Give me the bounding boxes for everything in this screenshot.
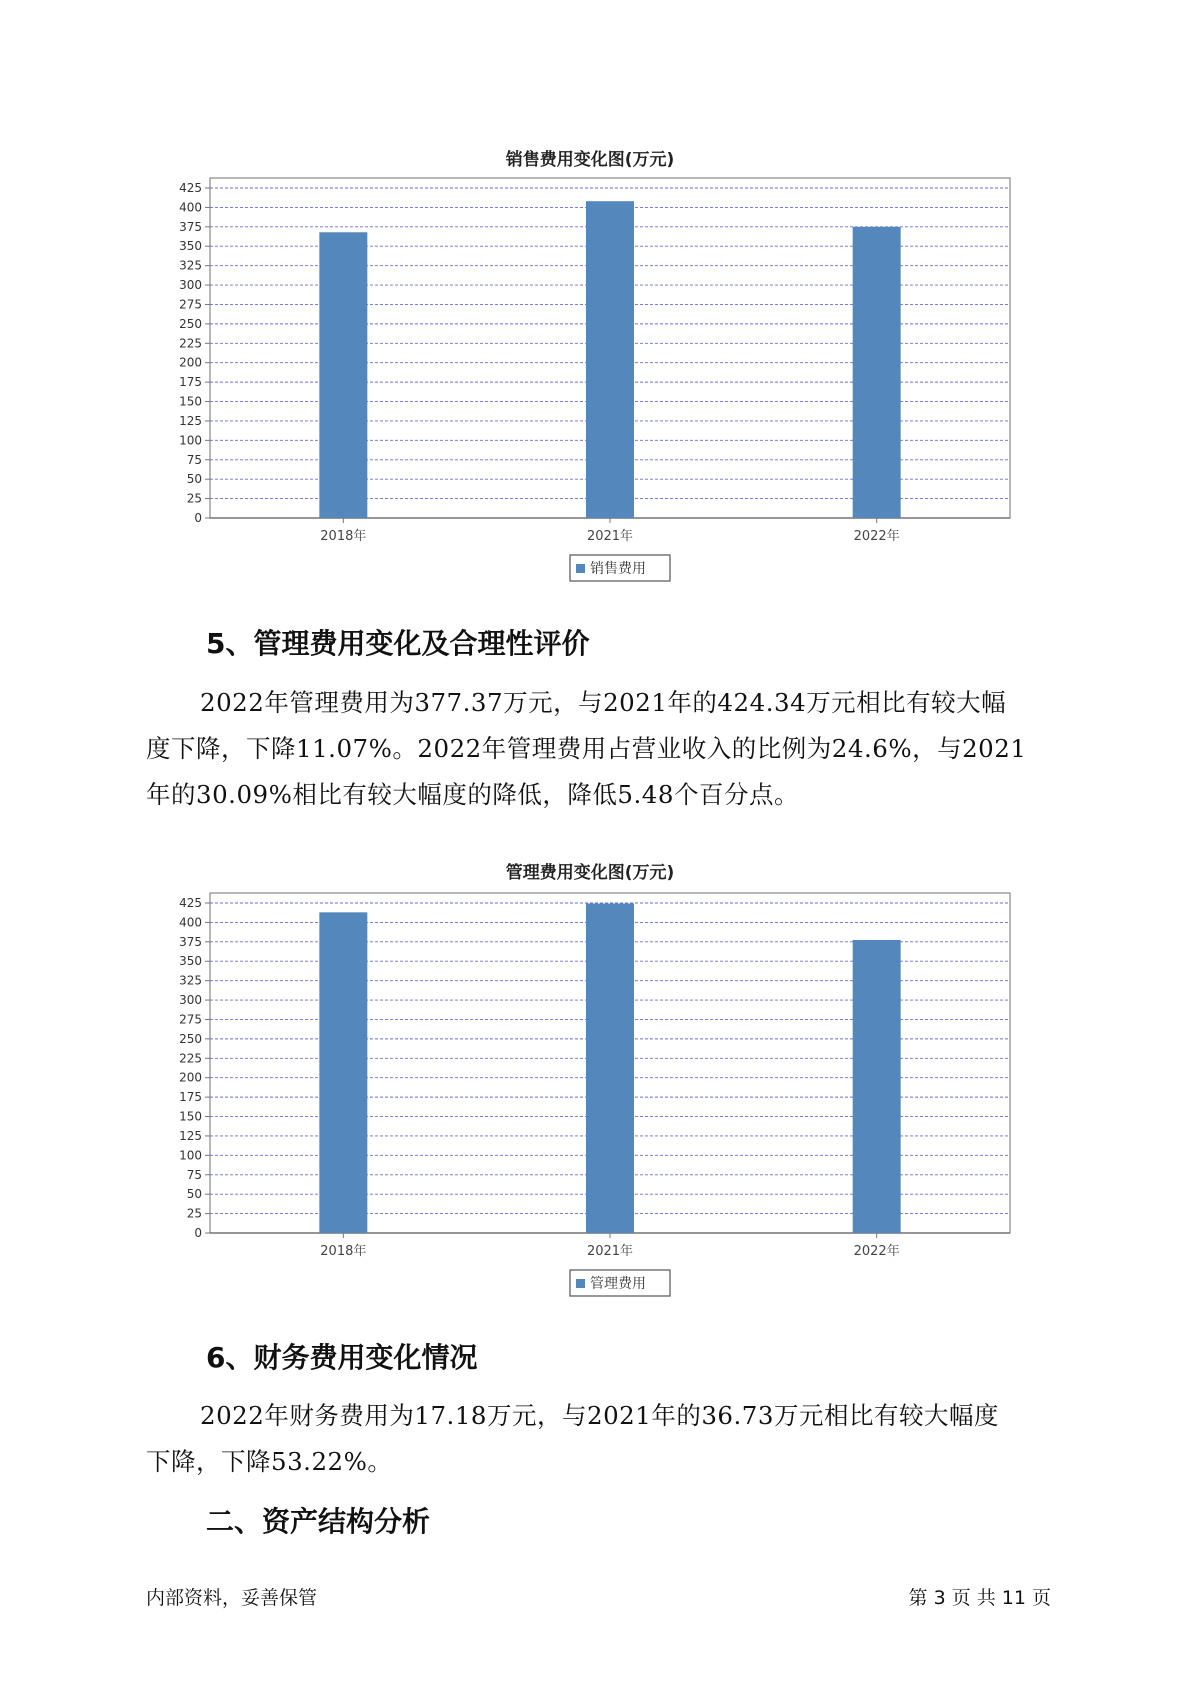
footer-page-number: 第 3 页 共 11 页 — [908, 1587, 1051, 1609]
x-tick-label: 2021年 — [586, 529, 634, 544]
paragraph-line: 2022年财务费用为17.18万元，与2021年的36.73万元相比有较大幅度 — [200, 1401, 999, 1430]
admin-expense-chart-svg — [150, 893, 1030, 1303]
y-tick-label: 300 — [179, 278, 202, 293]
y-tick-label: 150 — [179, 394, 202, 409]
y-tick-label: 50 — [186, 472, 202, 487]
paragraph-line: 下降，下降53.22%。 — [146, 1447, 393, 1476]
x-tick-label: 2018年 — [320, 1244, 367, 1259]
legend-label: 管理费用 — [590, 1276, 646, 1292]
y-tick-label: 75 — [186, 452, 202, 467]
y-tick-label: 325 — [179, 258, 202, 273]
y-tick-label: 125 — [179, 413, 202, 428]
y-tick-label: 250 — [179, 1031, 202, 1046]
admin-expense-chart — [150, 853, 1030, 1303]
bar — [319, 232, 367, 518]
chart-title: 管理费用变化图(万元) — [505, 863, 675, 883]
y-tick-label: 275 — [179, 297, 202, 312]
y-tick-label: 100 — [179, 1148, 202, 1163]
y-tick-label: 50 — [186, 1187, 202, 1202]
footer-confidential-note: 内部资料，妥善保管 — [146, 1587, 318, 1609]
y-tick-label: 200 — [179, 355, 202, 370]
y-tick-label: 350 — [179, 954, 202, 969]
y-tick-label: 375 — [179, 934, 202, 949]
y-tick-label: 25 — [186, 491, 202, 506]
y-tick-label: 150 — [179, 1109, 202, 1124]
paragraph-line: 度下降，下降11.07%。2022年管理费用占营业收入的比例为24.6%，与2021 — [146, 734, 1027, 763]
paragraph-line: 2022年管理费用为377.37万元，与2021年的424.34万元相比有较大幅 — [200, 688, 1007, 717]
bar — [853, 227, 901, 518]
x-tick-label: 2021年 — [586, 1244, 634, 1259]
y-tick-label: 0 — [194, 1226, 202, 1240]
y-tick-label: 300 — [179, 993, 202, 1008]
y-tick-label: 175 — [179, 1090, 202, 1105]
bar — [319, 912, 367, 1233]
y-tick-label: 175 — [179, 375, 202, 390]
y-tick-label: 225 — [179, 1051, 202, 1066]
section-2-heading: 二、资产结构分析 — [206, 1505, 431, 1538]
bar — [853, 940, 901, 1233]
bar — [586, 904, 634, 1233]
paragraph-line: 年的30.09%相比有较大幅度的降低，降低5.48个百分点。 — [146, 780, 799, 809]
section-5-paragraph — [146, 680, 1054, 818]
y-tick-label: 100 — [179, 433, 202, 448]
section-6-paragraph — [146, 1393, 1054, 1485]
y-tick-label: 25 — [186, 1206, 202, 1221]
x-tick-label: 2022年 — [853, 529, 900, 544]
sales-expense-chart-svg — [150, 178, 1030, 588]
y-tick-label: 125 — [179, 1128, 202, 1143]
section-6-heading: 6、财务费用变化情况 — [206, 1341, 478, 1374]
y-tick-label: 0 — [194, 511, 202, 525]
legend-label: 销售费用 — [590, 561, 646, 577]
legend-swatch — [576, 1279, 585, 1288]
y-tick-label: 225 — [179, 336, 202, 351]
y-tick-label: 250 — [179, 316, 202, 331]
y-tick-label: 375 — [179, 219, 202, 234]
section-5-heading: 5、管理费用变化及合理性评价 — [206, 627, 590, 660]
x-tick-label: 2022年 — [853, 1244, 900, 1259]
bar — [586, 201, 634, 518]
y-tick-label: 400 — [179, 200, 202, 215]
chart-title: 销售费用变化图(万元) — [505, 150, 675, 170]
legend-swatch — [576, 564, 585, 573]
x-tick-label: 2018年 — [320, 529, 367, 544]
y-tick-label: 425 — [179, 181, 202, 195]
y-tick-label: 75 — [186, 1167, 202, 1182]
y-tick-label: 350 — [179, 239, 202, 254]
sales-expense-chart — [150, 140, 1030, 590]
y-tick-label: 425 — [179, 896, 202, 910]
y-tick-label: 200 — [179, 1070, 202, 1085]
y-tick-label: 325 — [179, 973, 202, 988]
y-tick-label: 400 — [179, 915, 202, 930]
y-tick-label: 275 — [179, 1012, 202, 1027]
